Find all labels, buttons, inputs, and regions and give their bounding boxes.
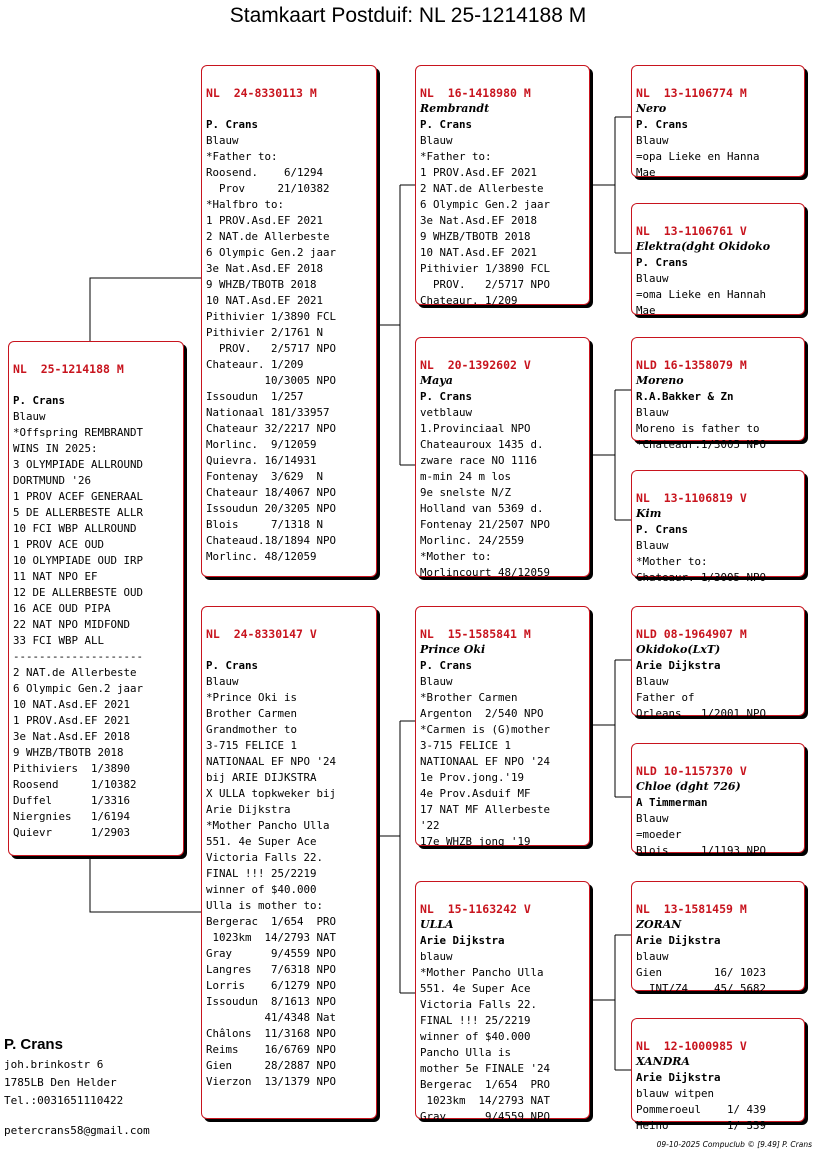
detail-line: Vierzon 13/1379 NPO <box>206 1075 337 1088</box>
detail-line: Langres 7/6318 NPO <box>206 963 337 976</box>
breeder: P. Crans <box>420 118 473 131</box>
breeder: Arie Dijkstra <box>420 934 505 947</box>
ring-number: NL 24-8330113 M <box>206 86 317 100</box>
detail-line: PROV. 2/5717 NPO <box>206 342 337 355</box>
footer-credit: 09-10-2025 Compuclub © [9.49] P. Crans <box>656 1140 812 1149</box>
ring-number: NL 13-1581459 M <box>636 902 747 916</box>
breeder: P. Crans <box>420 659 473 672</box>
detail-line: Blauw <box>206 134 239 147</box>
card-details <box>206 674 372 1090</box>
detail-line: 3 OLYMPIADE ALLROUND <box>13 458 144 471</box>
detail-line: zware race NO 1116 <box>420 454 538 467</box>
detail-line: 10 FCI WBP ALLROUND <box>13 522 137 535</box>
detail-line: Arie Dijkstra <box>206 803 291 816</box>
detail-line: WINS IN 2025: <box>13 442 98 455</box>
detail-line: 6 Olympic Gen.2 jaar <box>420 198 551 211</box>
detail-line: Blauw <box>636 272 669 285</box>
detail-line: 5 DE ALLERBESTE ALLR <box>13 506 144 519</box>
detail-line: Chateaud.18/1894 NPO <box>206 534 337 547</box>
detail-line: 1023km 14/2793 NAT <box>206 931 337 944</box>
detail-line: *Mother to: <box>636 555 708 568</box>
detail-line: PROV. 2/5717 NPO <box>420 278 551 291</box>
detail-line: FINAL !!! 25/2219 <box>420 1014 531 1027</box>
detail-line: Argenton 2/540 NPO <box>420 707 544 720</box>
detail-line: =moeder <box>636 828 682 841</box>
pigeon-card-mmf <box>631 881 805 995</box>
breeder: A Timmerman <box>636 796 708 809</box>
detail-line: Roosend. 6/1294 <box>206 166 324 179</box>
detail-line: 1 PROV.Asd.EF 2021 <box>420 166 538 179</box>
detail-line: Orleans 1/2001 NPO <box>636 707 767 720</box>
detail-line: Chateaur 18/4067 NPO <box>206 486 337 499</box>
detail-line: Roosend 1/10382 <box>13 778 137 791</box>
detail-line: Ulla is mother to: <box>206 899 324 912</box>
detail-line: Chateaur. 1/209 <box>206 358 304 371</box>
detail-line: Issoudun 1/257 <box>206 390 304 403</box>
pigeon-card-father-mother <box>415 337 590 577</box>
owner-name: P. Crans <box>4 1036 63 1053</box>
detail-line: 10 NAT.Asd.EF 2021 <box>420 246 538 259</box>
breeder: P. Crans <box>206 118 259 131</box>
detail-line: Gien 28/2887 NPO <box>206 1059 337 1072</box>
pigeon-name: Moreno <box>636 374 684 387</box>
pigeon-card-father <box>201 65 377 577</box>
detail-line: 6 Olympic Gen.2 jaar <box>13 682 144 695</box>
detail-line: 10 NAT.Asd.EF 2021 <box>13 698 131 711</box>
pigeon-card-fff <box>631 65 805 177</box>
breeder: P. Crans <box>636 256 689 269</box>
detail-line: 9 WHZB/TBOTB 2018 <box>13 746 124 759</box>
detail-line: Blauw <box>636 134 669 147</box>
detail-line: Issoudun 20/3205 NPO <box>206 502 337 515</box>
detail-line: 1 PROV.Asd.EF 2021 <box>206 214 324 227</box>
detail-line: *Father to: <box>420 150 492 163</box>
detail-line: Chateaur. 1/3005 NPO <box>636 571 767 584</box>
detail-line: Gray 9/4559 NPO <box>206 947 337 960</box>
detail-line: Pithivier 1/3890 FCL <box>420 262 551 275</box>
owner-street: joh.brinkostr 6 <box>4 1058 104 1071</box>
detail-line: blauw <box>636 950 669 963</box>
detail-line: 3-715 FELICE 1 <box>206 739 298 752</box>
detail-line: 1 PROV ACE OUD <box>13 538 105 551</box>
pigeon-name: XANDRA <box>636 1055 690 1068</box>
card-details <box>636 405 800 453</box>
card-details <box>420 133 585 309</box>
detail-line: Chateaur 32/2217 NPO <box>206 422 337 435</box>
detail-line: *Offspring REMBRANDT <box>13 426 144 439</box>
detail-line: NATIONAAL EF NPO '24 <box>206 755 337 768</box>
detail-line: Gray 9/4559 NPO <box>420 1110 551 1123</box>
detail-line: Blauw <box>13 410 46 423</box>
detail-line: mother 5e FINALE '24 <box>420 1062 551 1075</box>
detail-line: Fontenay 3/629 N <box>206 470 324 483</box>
detail-line: Quievra. 16/14931 <box>206 454 317 467</box>
detail-line: Holland van 5369 d. <box>420 502 544 515</box>
pigeon-card-mother-father <box>415 606 590 846</box>
detail-line: Victoria Falls 22. <box>206 851 324 864</box>
detail-line: Blauw <box>420 134 453 147</box>
ring-number: NL 15-1163242 V <box>420 902 531 916</box>
pigeon-card-subject <box>8 341 184 856</box>
detail-line: *Carmen is (G)mother <box>420 723 551 736</box>
detail-line: Mae <box>636 304 656 317</box>
detail-line: Bergerac 1/654 PRO <box>420 1078 551 1091</box>
detail-line: 12 DE ALLERBESTE OUD <box>13 586 144 599</box>
detail-line: *Chateaur.1/3005 NPO <box>636 438 767 451</box>
detail-line: NATIONAAL EF NPO '24 <box>420 755 551 768</box>
detail-line: Blauw <box>636 539 669 552</box>
card-details <box>636 538 800 586</box>
pigeon-name: Okidoko(LxT) <box>636 643 721 656</box>
ring-number: NL 24-8330147 V <box>206 627 317 641</box>
detail-line: blauw witpen <box>636 1087 715 1100</box>
pigeon-name: Nero <box>636 102 667 115</box>
ring-number: NL 25-1214188 M <box>13 362 124 376</box>
detail-line: Pithiviers 1/3890 <box>13 762 131 775</box>
pigeon-card-mff <box>631 606 805 720</box>
detail-line: 1 PROV.Asd.EF 2021 <box>13 714 131 727</box>
detail-line: 6 Olympic Gen.2 jaar <box>206 246 337 259</box>
detail-line: Fontenay 21/2507 NPO <box>420 518 551 531</box>
breeder: P. Crans <box>13 394 66 407</box>
detail-line: Morlinc. 9/12059 <box>206 438 317 451</box>
detail-line: Chateauroux 1435 d. <box>420 438 544 451</box>
detail-line: =oma Lieke en Hannah <box>636 288 767 301</box>
detail-line: Blauw <box>636 406 669 419</box>
card-details <box>636 133 800 181</box>
pigeon-card-fmf <box>631 337 805 451</box>
detail-line: *Brother Carmen <box>420 691 518 704</box>
pigeon-card-father-father <box>415 65 590 305</box>
detail-line: 2 NAT.de Allerbeste <box>206 230 330 243</box>
card-details <box>420 405 585 581</box>
detail-line: 22 NAT NPO MIDFOND <box>13 618 131 631</box>
detail-line: 17 NAT MF Allerbeste <box>420 803 551 816</box>
card-details <box>636 811 800 859</box>
detail-line: 9 WHZB/TBOTB 2018 <box>420 230 531 243</box>
breeder: Arie Dijkstra <box>636 1071 721 1084</box>
breeder: P. Crans <box>636 118 689 131</box>
breeder: R.A.Bakker & Zn <box>636 390 734 403</box>
detail-line: 16 ACE OUD PIPA <box>13 602 111 615</box>
detail-line: 551. 4e Super Ace <box>420 982 531 995</box>
detail-line: Blauw <box>636 812 669 825</box>
detail-line: 41/4348 Nat <box>206 1011 337 1024</box>
pigeon-card-mother <box>201 606 377 1119</box>
ring-number: NLD 08-1964907 M <box>636 627 747 641</box>
detail-line: Issoudun 8/1613 NPO <box>206 995 337 1008</box>
detail-line: Heino 1/ 339 <box>636 1119 767 1132</box>
pigeon-card-mother-mother <box>415 881 590 1123</box>
detail-line: Blauw <box>420 675 453 688</box>
pigeon-card-mmm <box>631 1018 805 1132</box>
ring-number: NL 20-1392602 V <box>420 358 531 372</box>
detail-line: Châlons 11/3168 NPO <box>206 1027 337 1040</box>
detail-line: Victoria Falls 22. <box>420 998 538 1011</box>
ring-number: NL 15-1585841 M <box>420 627 531 641</box>
ring-number: NL 16-1418980 M <box>420 86 531 100</box>
detail-line: 3e Nat.Asd.EF 2018 <box>13 730 131 743</box>
detail-line: vetblauw <box>420 406 473 419</box>
detail-line: Bergerac 1/654 PRO <box>206 915 337 928</box>
detail-line: 551. 4e Super Ace <box>206 835 317 848</box>
card-details <box>420 949 585 1125</box>
card-details <box>636 949 800 997</box>
pigeon-card-ffm <box>631 203 805 315</box>
detail-line: winner of $40.000 <box>420 1030 531 1043</box>
detail-line: 10/3005 NPO <box>206 374 337 387</box>
detail-line: Quievr 1/2903 <box>13 826 131 839</box>
detail-line: Morlincourt 48/12059 <box>420 566 551 579</box>
card-details <box>13 409 179 841</box>
detail-line: 2 NAT.de Allerbeste <box>420 182 544 195</box>
owner-block <box>4 1034 123 1110</box>
detail-line: Morlinc. 24/2559 <box>420 534 525 547</box>
ring-number: NLD 16-1358079 M <box>636 358 747 372</box>
detail-line: 1 PROV ACEF GENERAAL <box>13 490 144 503</box>
ring-number: NL 13-1106819 V <box>636 491 747 505</box>
detail-line: *Mother Pancho Ulla <box>420 966 544 979</box>
detail-line: Pancho Ulla is <box>420 1046 512 1059</box>
detail-line: Father of <box>636 691 695 704</box>
detail-line: Blauw <box>636 675 669 688</box>
detail-line: 9 WHZB/TBOTB 2018 <box>206 278 317 291</box>
detail-line: Grandmother to <box>206 723 298 736</box>
owner-city: 1785LB Den Helder <box>4 1076 117 1089</box>
detail-line: -------------------- <box>13 650 144 663</box>
detail-line: *Mother Pancho Ulla <box>206 819 330 832</box>
detail-line: Niergnies 1/6194 <box>13 810 131 823</box>
pigeon-card-mfm <box>631 743 805 857</box>
detail-line: *Mother to: <box>420 550 492 563</box>
detail-line: Duffel 1/3316 <box>13 794 131 807</box>
page-title: Stamkaart Postduif: NL 25-1214188 M <box>229 4 587 27</box>
card-details <box>206 133 372 565</box>
detail-line: DORTMUND '26 <box>13 474 92 487</box>
owner-email[interactable]: petercrans58@gmail.com <box>4 1124 150 1137</box>
detail-line: winner of $40.000 <box>206 883 317 896</box>
pigeon-name: Chloe (dght 726) <box>636 780 741 793</box>
detail-line: 1e Prov.jong.'19 <box>420 771 525 784</box>
breeder: P. Crans <box>206 659 259 672</box>
detail-line: *Father to: <box>206 150 278 163</box>
detail-line: *Prince Oki is <box>206 691 298 704</box>
detail-line: 1023km 14/2793 NAT <box>420 1094 551 1107</box>
detail-line: Blauw <box>206 675 239 688</box>
breeder: P. Crans <box>420 390 473 403</box>
detail-line: Lorris 6/1279 NPO <box>206 979 337 992</box>
detail-line: '22 <box>420 819 440 832</box>
pigeon-name: Kim <box>636 507 662 520</box>
detail-line: Nationaal 181/33957 <box>206 406 330 419</box>
pigeon-name: ZORAN <box>636 918 682 931</box>
detail-line: Pithivier 1/3890 FCL <box>206 310 337 323</box>
detail-line: Moreno is father to <box>636 422 760 435</box>
detail-line: 11 NAT NPO EF <box>13 570 98 583</box>
detail-line: blauw <box>420 950 453 963</box>
detail-line: Morlinc. 48/12059 <box>206 550 317 563</box>
card-details <box>636 674 800 722</box>
pigeon-name: Maya <box>420 374 453 387</box>
detail-line: 17e WHZB jong '19 <box>420 835 531 848</box>
detail-line: 3-715 FELICE 1 <box>420 739 512 752</box>
pigeon-name: Prince Oki <box>420 643 486 656</box>
detail-line: Blois 1/1193 NPO <box>636 844 767 857</box>
detail-line: *Halfbro to: <box>206 198 285 211</box>
detail-line: 3e Nat.Asd.EF 2018 <box>420 214 538 227</box>
detail-line: INT/Z4 45/ 5682 <box>636 982 767 995</box>
detail-line: =opa Lieke en Hanna <box>636 150 760 163</box>
detail-line: Chateaur. 1/209 <box>420 294 518 307</box>
detail-line: 33 FCI WBP ALL <box>13 634 105 647</box>
detail-line: bij ARIE DIJKSTRA <box>206 771 317 784</box>
card-details <box>420 674 585 850</box>
detail-line: 10 NAT.Asd.EF 2021 <box>206 294 324 307</box>
detail-line: 10 OLYMPIADE OUD IRP <box>13 554 144 567</box>
ring-number: NLD 10-1157370 V <box>636 764 747 778</box>
detail-line: Mae <box>636 166 656 179</box>
detail-line: 1.Provinciaal NPO <box>420 422 531 435</box>
detail-line: 3e Nat.Asd.EF 2018 <box>206 262 324 275</box>
detail-line: Brother Carmen <box>206 707 298 720</box>
pigeon-name: Rembrandt <box>420 102 490 115</box>
pigeon-name: ULLA <box>420 918 454 931</box>
breeder: P. Crans <box>636 523 689 536</box>
pigeon-card-fmm <box>631 470 805 584</box>
detail-line: 9e snelste N/Z <box>420 486 512 499</box>
card-details <box>636 1086 800 1134</box>
detail-line: 2 NAT.de Allerbeste <box>13 666 137 679</box>
detail-line: 4e Prov.Asduif MF <box>420 787 531 800</box>
breeder: Arie Dijkstra <box>636 659 721 672</box>
ring-number: NL 12-1000985 V <box>636 1039 747 1053</box>
pigeon-name: Elektra(dght Okidoko <box>636 240 771 253</box>
breeder: Arie Dijkstra <box>636 934 721 947</box>
detail-line: Pommeroeul 1/ 439 <box>636 1103 767 1116</box>
detail-line: Reims 16/6769 NPO <box>206 1043 337 1056</box>
detail-line: Gien 16/ 1023 <box>636 966 767 979</box>
detail-line: Blois 7/1318 N <box>206 518 324 531</box>
detail-line: Pithivier 2/1761 N <box>206 326 324 339</box>
owner-phone: Tel.:0031651110422 <box>4 1094 124 1107</box>
card-details <box>636 271 800 319</box>
ring-number: NL 13-1106774 M <box>636 86 747 100</box>
detail-line: m-min 24 m los <box>420 470 512 483</box>
detail-line: Prov 21/10382 <box>206 182 330 195</box>
detail-line: X ULLA topkweker bij <box>206 787 337 800</box>
ring-number: NL 13-1106761 V <box>636 224 747 238</box>
detail-line: FINAL !!! 25/2219 <box>206 867 317 880</box>
